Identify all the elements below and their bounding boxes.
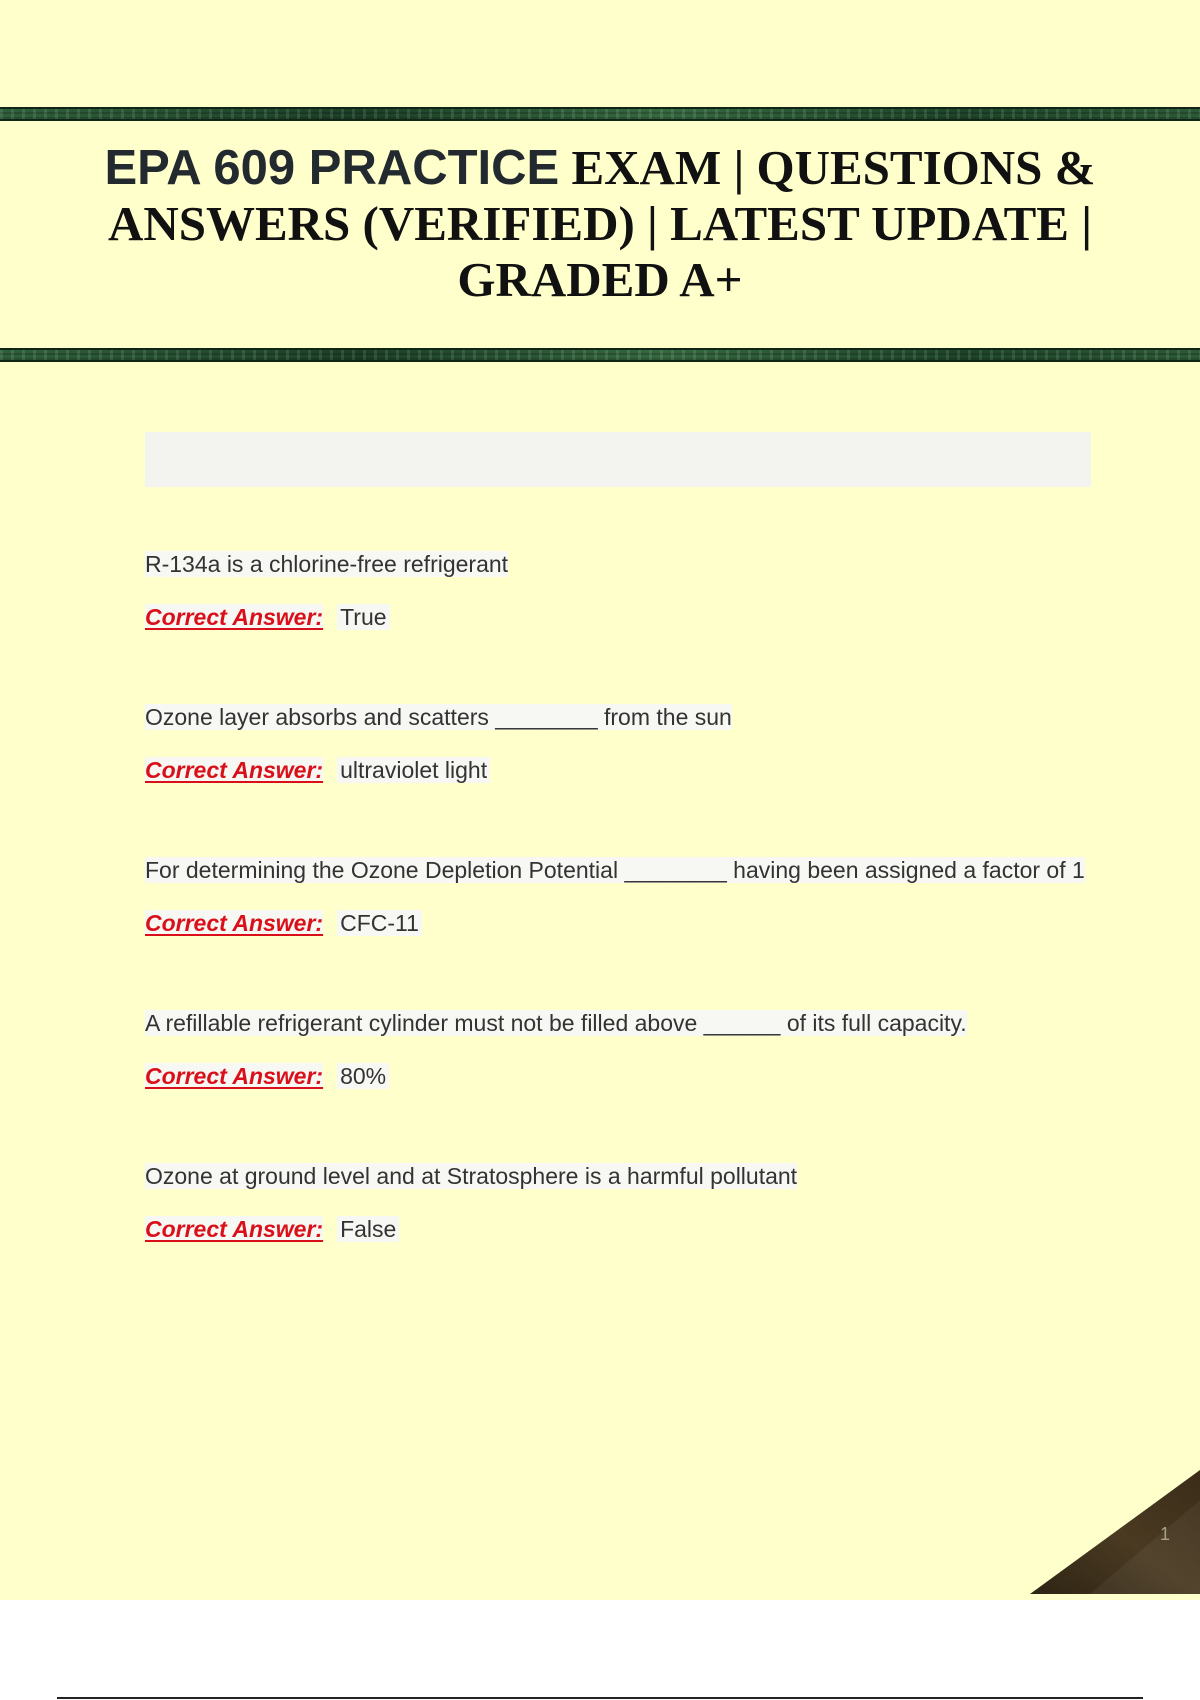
question-text: Ozone layer absorbs and scatters ________ from the sun (145, 704, 732, 730)
title-sans-part: EPA 609 PRACTICE (104, 141, 560, 195)
top-decorative-rule (0, 107, 1200, 121)
answer-line (145, 1204, 1095, 1244)
answer-line (145, 592, 1095, 632)
answer-value: 80% (337, 1063, 389, 1089)
qa-item (145, 842, 1095, 938)
correct-answer-label: Correct Answer: (145, 757, 324, 783)
question-text: Ozone at ground level and at Stratosphere is a harmful pollutant (145, 1163, 798, 1189)
question-text: R-134a is a chlorine-free refrigerant (145, 551, 509, 577)
footer-divider (57, 1697, 1143, 1699)
question-text: A refillable refrigerant cylinder must not be filled above ______ of its full capacity. (145, 1010, 967, 1036)
title-serif-part: EXAM | QUESTIONS & ANSWERS (VERIFIED) | LATEST UPDATE | GRADED A+ (107, 140, 1096, 307)
answer-value: True (337, 604, 389, 630)
qa-item (145, 995, 1095, 1091)
shaded-blank-box (145, 432, 1091, 487)
answer-value: False (337, 1216, 399, 1242)
answer-line (145, 1051, 1095, 1091)
bottom-decorative-rule (0, 348, 1200, 362)
qa-list (145, 536, 1095, 1301)
correct-answer-label: Correct Answer: (145, 604, 324, 630)
qa-item (145, 689, 1095, 785)
answer-line (145, 898, 1095, 938)
qa-item (145, 536, 1095, 632)
document-title (80, 140, 1120, 308)
answer-value: ultraviolet light (337, 757, 490, 783)
answer-value: CFC-11 (337, 910, 422, 936)
page-number: 1 (1160, 1524, 1171, 1544)
correct-answer-label: Correct Answer: (145, 1063, 324, 1089)
answer-line (145, 745, 1095, 785)
page-corner-decoration (1030, 1470, 1200, 1594)
question-text: For determining the Ozone Depletion Potential ________ having been assigned a factor of 1 (145, 857, 1085, 883)
correct-answer-label: Correct Answer: (145, 1216, 324, 1242)
qa-item (145, 1148, 1095, 1244)
correct-answer-label: Correct Answer: (145, 910, 324, 936)
